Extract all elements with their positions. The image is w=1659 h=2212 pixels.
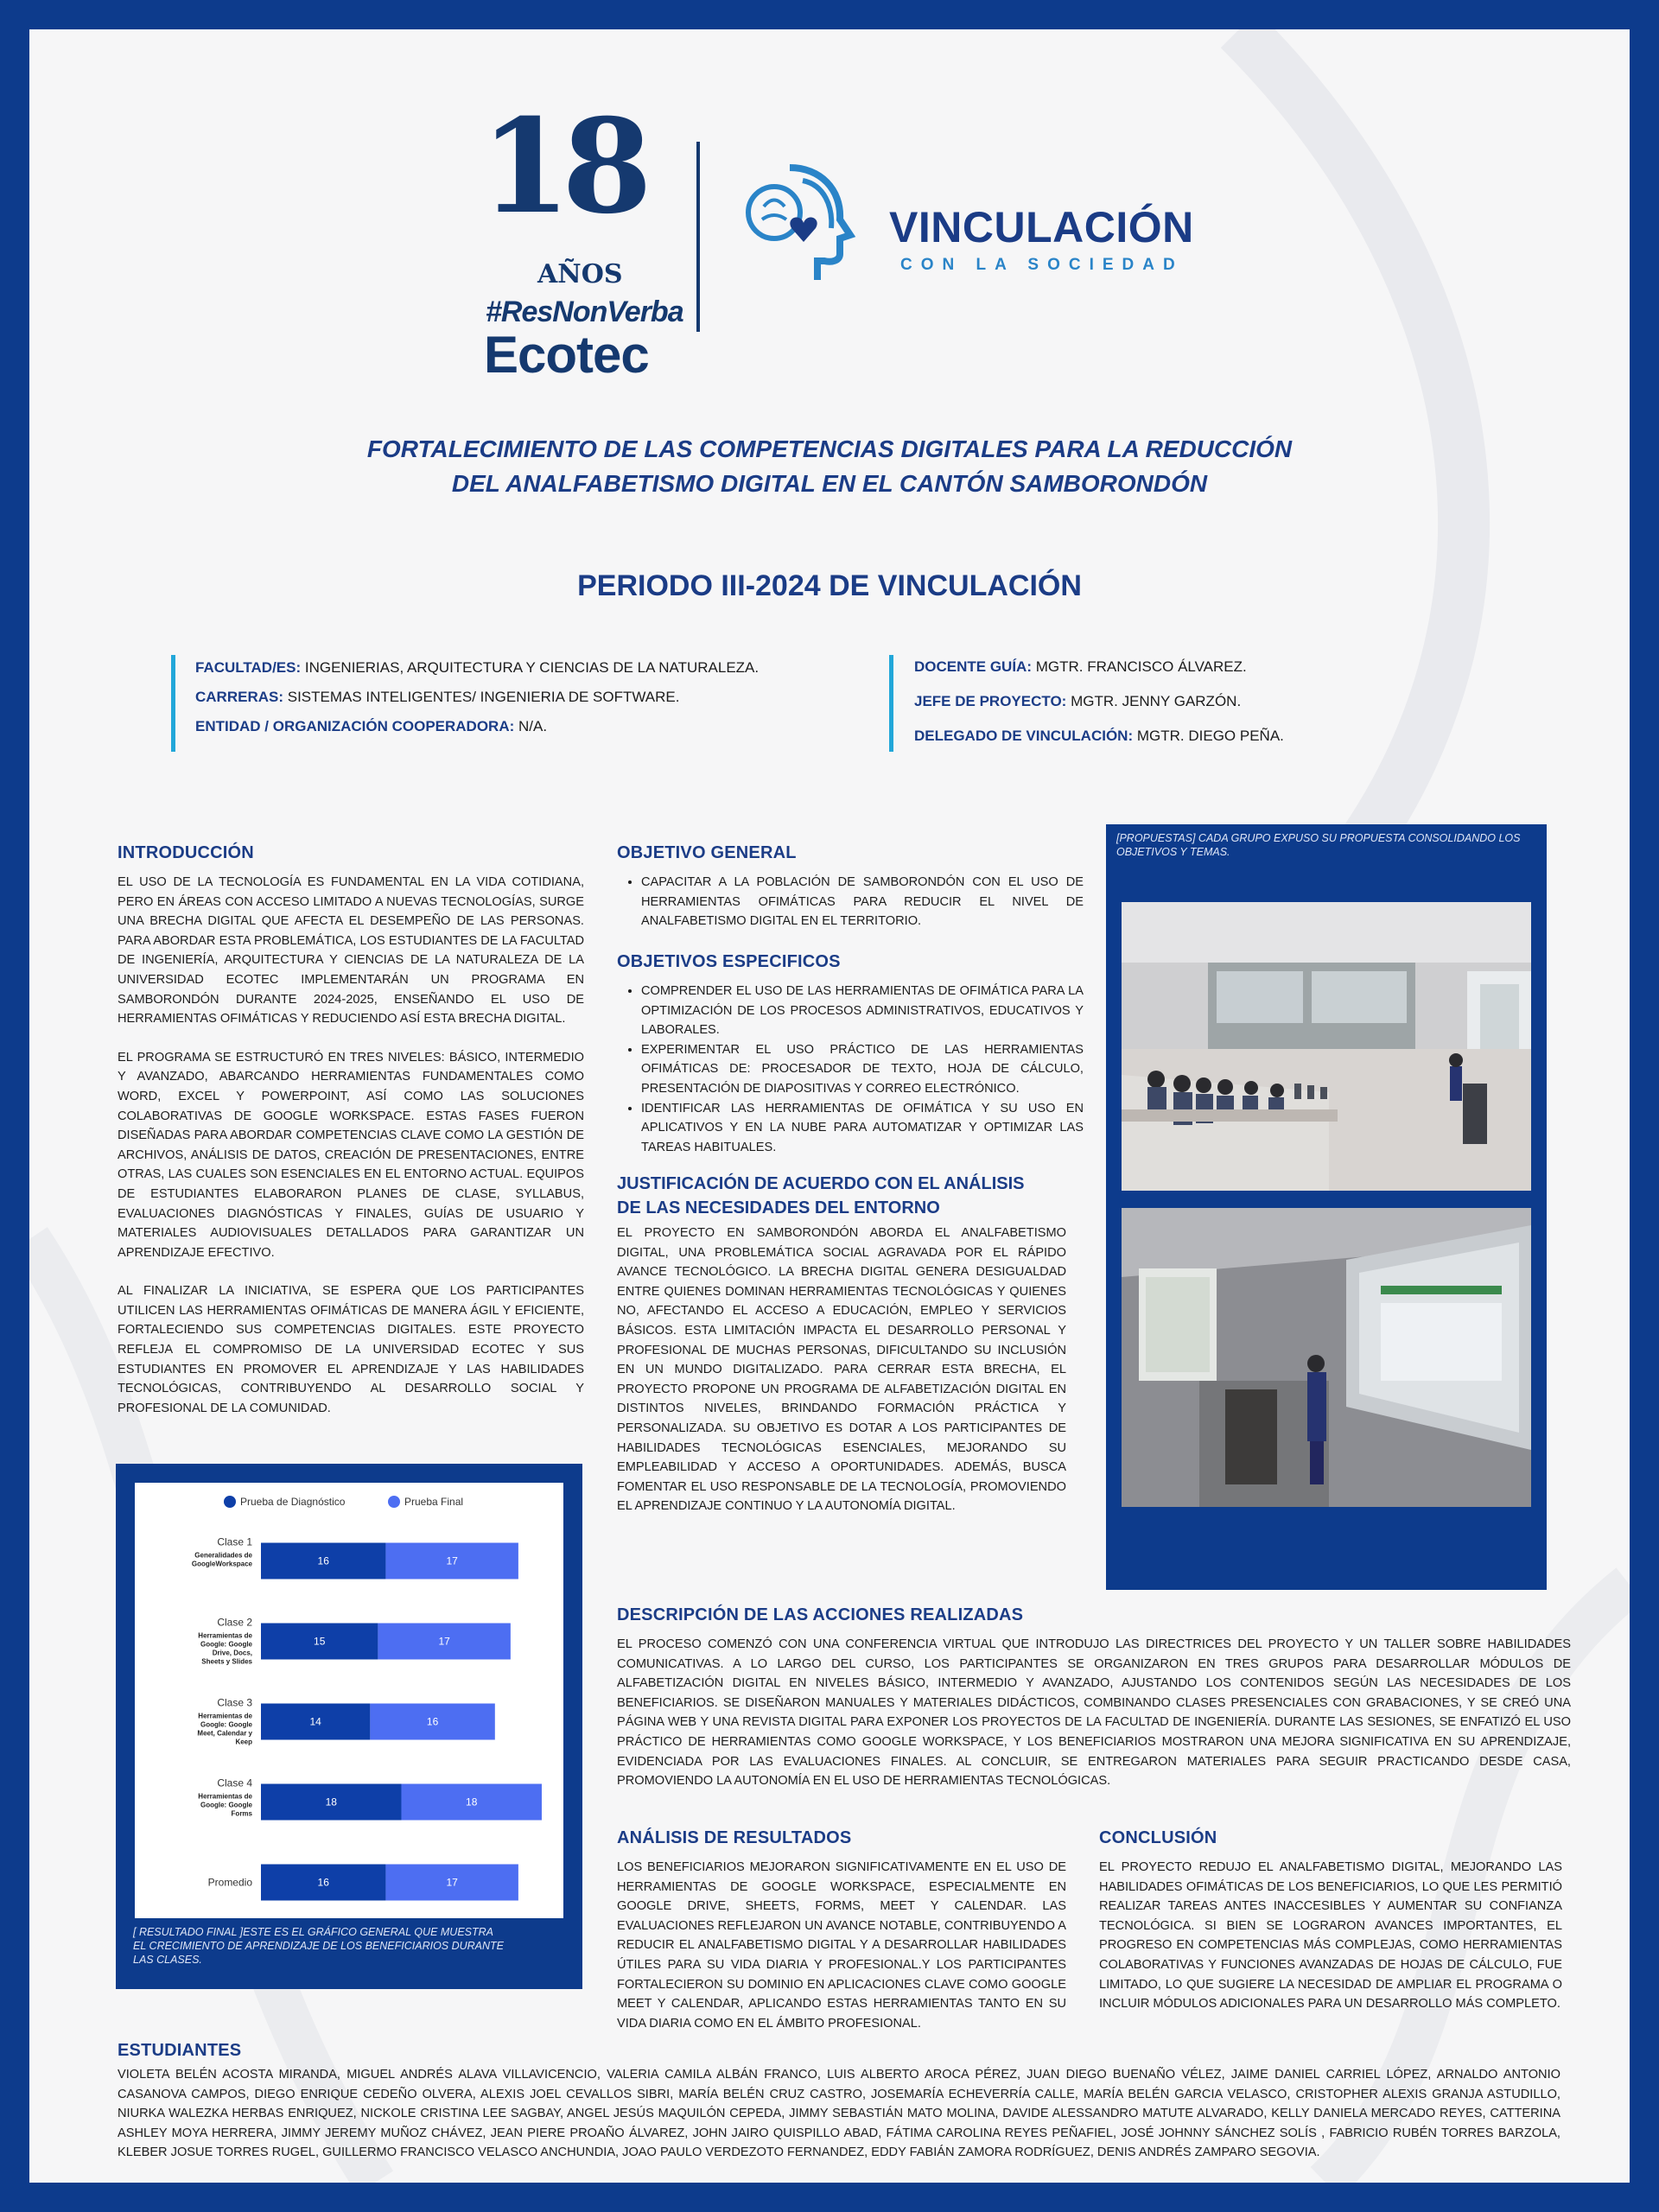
list-item: • IDENTIFICAR LAS HERRAMIENTAS DE OFIMÁTICA Y SU USO EN APLICATIVOS Y EN LA NUBE PARA AUTOMATIZAR Y OPTIMIZAR LAS TAREAS HABITUALES.: [641, 1099, 1084, 1158]
classroom-photo-1: [1122, 902, 1531, 1191]
info-facultad: FACULTAD/ES: INGENIERIAS, ARQUITECTURA Y CIENCIAS DE LA NATURALEZA.: [195, 659, 760, 676]
justificacion-text: EL PROYECTO EN SAMBORONDÓN ABORDA EL ANALFABETISMO DIGITAL, UNA PROBLEMÁTICA SOCIAL AGRAVADA POR EL RÁPIDO AVANCE TECNOLÓGICO. LA BRECHA DIGITAL GENERA DESIGUALDAD ENTRE QUIENES DOMINAN HERRAMIENTAS TECNOLÓGICAS Y QUIENES NO, AFECTANDO EL ACCESO A EDUCACIÓN, EMPLEO Y SERVICIOS BÁSICOS. ESTA LIMITACIÓN IMPACTA EL DESARROLLO PERSONAL Y PROFESIONAL DE MUCHAS PERSONAS, DIFICULTANDO SU INCLUSIÓN EN UN MUNDO DIGITALIZADO. PARA CERRAR ESTA BRECHA, EL PROYECTO PROPONE UN PROGRAMA DE ALFABETIZACIÓN DIGITAL EN DISTINTOS NIVELES, BRINDANDO FORMACIÓN PRÁCTICA Y PERSONALIZADA. SU OBJETIVO ES DOTAR A LOS PARTICIPANTES DE HABILIDADES TECNOLÓGICAS ESENCIALES, MEJORANDO SU EMPLEABILIDAD Y ACCESO A OPORTUNIDADES. ADEMÁS, BUSCA FOMENTAR EL USO RESPONSABLE DE LA TECNOLOGÍA, PROMOVIENDO EL APRENDIZAJE CONTINUO Y LA AUTONOMÍA DIGITAL.: [617, 1226, 1066, 1514]
objetivos-especificos-list: [617, 982, 1084, 1157]
list-item: • COMPRENDER EL USO DE LAS HERRAMIENTAS DE OFIMÁTICA PARA LA OPTIMIZACIÓN DE LOS PROCESOS ADMINISTRATIVOS, EDUCATIVOS Y LABORALES.: [641, 982, 1084, 1040]
intro-paragraph-3: AL FINALIZAR LA INICIATIVA, SE ESPERA QUE LOS PARTICIPANTES UTILICEN LAS HERRAMIENTAS OFIMÁTICAS DE MANERA ÁGIL Y EFICIENTE, FORTALECIENDO SUS COMPETENCIAS DIGITALES. ESTE PROYECTO REFLEJA EL COMPROMISO DE LA UNIVERSIDAD ECOTEC Y SUS ESTUDIANTES EN PROMOVER EL APRENDIZAJE Y LAS HABILIDADES TECNOLÓGICAS, CONTRIBUYENDO AL DESARROLLO SOCIAL Y PROFESIONAL DE LA COMUNIDAD.: [118, 1284, 584, 1415]
category-sublabel: Google: Google: [200, 1640, 252, 1649]
info-docente: DOCENTE GUÍA: MGTR. FRANCISCO ÁLVAREZ.: [914, 658, 1247, 675]
category-sublabel: Meet, Calendar y: [197, 1729, 252, 1738]
header-divider: [696, 142, 700, 332]
category-label: Clase 4: [217, 1777, 252, 1789]
logo-name: Ecotec: [484, 326, 649, 384]
category-sublabel: Sheets y Slides: [201, 1657, 252, 1666]
vinculacion-title: VINCULACIÓN: [889, 203, 1194, 251]
analisis-title: ANÁLISIS DE RESULTADOS: [617, 1828, 852, 1847]
vinculacion-subtitle: CON LA SOCIEDAD: [900, 256, 1184, 274]
poster: [29, 29, 1630, 2183]
logo-hashtag: #ResNonVerba: [486, 296, 683, 328]
photo-panel: [1106, 824, 1547, 1590]
category-sublabel: Drive, Docs,: [212, 1649, 252, 1657]
bar-value-label: 14: [309, 1715, 321, 1728]
project-title-line2: DEL ANALFABETISMO DIGITAL EN EL CANTÓN SAMBORONDÓN: [451, 470, 1208, 497]
info-delegado: DELEGADO DE VINCULACIÓN: MGTR. DIEGO PEÑA.: [914, 728, 1284, 744]
logo-number: 18: [480, 91, 644, 243]
bar-value-label: 18: [325, 1796, 337, 1808]
brain-heart-head-icon: [738, 159, 868, 289]
category-label: Clase 2: [217, 1616, 252, 1629]
info-entidad: ENTIDAD / ORGANIZACIÓN COOPERADORA: N/A.: [195, 718, 548, 734]
objetivo-general-list: [617, 873, 1084, 931]
intro-text: [118, 873, 584, 1437]
justificacion-title: JUSTIFICACIÓN DE ACUERDO CON EL ANÁLISIS DE LAS NECESIDADES DEL ENTORNO: [617, 1174, 1025, 1217]
info-jefe: JEFE DE PROYECTO: MGTR. JENNY GARZÓN.: [914, 693, 1242, 709]
estudiantes-text: VIOLETA BELÉN ACOSTA MIRANDA, MIGUEL ANDRÉS ALAVA VILLAVICENCIO, VALERIA CAMILA ALBÁN FRANCO, LUIS ALBERTO AROCA PÉREZ, JUAN DIEGO BUENAÑO VÉLEZ, JAIME DANIEL CARRIEL LÓPEZ, ARNALDO ANTONIO CASANOVA CAMPOS, DIEGO ENRIQUE CEDEÑO OLVERA, ALEXIS JOEL CEVALLOS SIBRI, MARÍA BELÉN CRUZ CASTRO, JOSEMARÍA ECHEVERRÍA CALLE, MARÍA BELÉN GARCIA VELASCO, CRISTOPHER ALEXIS GRANJA ASTUDILLO, NIURKA WALEZKA HERBAS ENRIQUEZ, NICKOLE CRISTINA LEE SAGBAY, ANGEL JESÚS MAQUILÓN CEPEDA, JIMMY SEBASTIÁN MATO MOLINA, DAVIDE ALESSANDRO MATUTE ALVARADO, KELLY DANIELA MERCADO REYES, CATTERINA ASHLEY MOYA HERRERA, JIMMY JEREMY MUÑOZ CHÁVEZ, JEAN PIERE PROAÑO ÁLVAREZ, JOHN JAIRO QUISPILLO ABAD, FÁTIMA CAROLINA REYES PEÑAFIEL, JOSÉ JOHNNY SÁNCHEZ SOLÍS , FABRICIO RUBÉN TORRES BARZOLA, KLEBER JOSUE TORRES RUGEL, GUILLERMO FRANCISCO VELASCO ANCHUNDIA, JOAO PAULO VERDEZOTO FERNANDEZ, EDDY FABIÁN ZAMORA RODRÍGUEZ, DENIS ANDRÉS ZAMPARO SEGOVIA.: [118, 2068, 1560, 2160]
info-carreras: CARRERAS: SISTEMAS INTELIGENTES/ INGENIERIA DE SOFTWARE.: [195, 689, 680, 705]
category-sublabel: Herramientas de: [198, 1792, 252, 1801]
bar-value-label: 17: [438, 1635, 450, 1648]
period-title: PERIODO III-2024 DE VINCULACIÓN: [577, 569, 1082, 602]
conclusion-text: EL PROYECTO REDUJO EL ANALFABETISMO DIGITAL, MEJORANDO LAS HABILIDADES OFIMÁTICAS DE LOS BENEFICIARIOS, LO QUE LES PERMITIÓ REALIZAR TAREAS ANTES INACCESIBLES Y AUMENTAR SU CONFIANZA TECNOLÓGICA. SI BIEN SE LOGRARON AVANCES IMPORTANTES, EL PROGRESO EN COMPETENCIAS MÁS COMPLEJAS, COMO HERRAMIENTAS COLABORATIVAS Y FUNCIONES AVANZADAS DE HOJAS DE CÁLCULO, FUE LIMITADO, LO QUE SUGIERE LA NECESIDAD DE AMPLIAR EL PROGRAMA O INCLUIR MÓDULOS ADICIONALES PARA UN DESARROLLO MÁS COMPLETO.: [1099, 1860, 1562, 2012]
bar-value-label: 18: [466, 1796, 478, 1808]
intro-paragraph-1: EL USO DE LA TECNOLOGÍA ES FUNDAMENTAL EN LA VIDA COTIDIANA, PERO EN ÁREAS CON ACCESO LIMITADO A NUEVAS TECNOLOGÍAS, SURGE UNA BRECHA DIGITAL QUE AFECTA EL DESEMPEÑO DE LAS PERSONAS. PARA ABORDAR ESTA PROBLEMÁTICA, LOS ESTUDIANTES DE LA FACULTAD DE INGENIERÍA, ARQUITECTURA Y CIENCIAS DE LA NATURALEZA DE LA UNIVERSIDAD ECOTEC IMPLEMENTARÁN UN PROGRAMA EN SAMBORONDÓN DURANTE 2024-2025, ENSEÑANDO EL USO DE HERRAMIENTAS OFIMÁTICAS Y REDUCIENDO ASÍ ESTA BRECHA DIGITAL.: [118, 875, 584, 1027]
legend-label: Prueba de Diagnóstico: [240, 1496, 346, 1508]
category-sublabel: Google: Google: [200, 1720, 252, 1729]
info-right: [914, 650, 1284, 753]
legend-label: Prueba Final: [404, 1496, 464, 1508]
legend-marker: [224, 1496, 236, 1508]
bar-value-label: 15: [314, 1635, 326, 1648]
conclusion-title: CONCLUSIÓN: [1099, 1828, 1217, 1847]
ecotec-logo: [444, 91, 695, 401]
category-sublabel: Keep: [235, 1738, 252, 1746]
category-sublabel: Google: Google: [200, 1801, 252, 1809]
results-chart: [135, 1483, 563, 1918]
objetivo-general-title: OBJETIVO GENERAL: [617, 843, 797, 862]
intro-title: INTRODUCCIÓN: [118, 843, 254, 862]
classroom-photo-2: [1122, 1208, 1531, 1507]
info-right-accent: [889, 655, 893, 752]
legend-marker: [388, 1496, 400, 1508]
intro-paragraph-2: EL PROGRAMA SE ESTRUCTURÓ EN TRES NIVELES: BÁSICO, INTERMEDIO Y AVANZADO, ABARCANDO HERRAMIENTAS FUNDAMENTALES COMO WORD, EXCEL Y POWERPOINT, ASÍ COMO LAS SOLUCIONES COLABORATIVAS DE GOOGLE WORKSPACE. ESTAS FASES FUERON DISEÑADAS PARA ABORDAR COMPETENCIAS CLAVE COMO LA GESTIÓN DE ARCHIVOS, ANÁLISIS DE DATOS, CREACIÓN DE PRESENTACIONES, ENTRE OTRAS, LAS CUALES SON ESENCIALES EN EL ENTORNO ACTUAL. EQUIPOS DE ESTUDIANTES ELABORARON PLANES DE CLASE, SYLLABUS, EVALUACIONES DIAGNÓSTICAS Y FINALES, GUÍAS DE USUARIO Y MATERIALES AUDIOVISUALES DETALLADOS PARA GARANTIZAR UN APRENDIZAJE EFECTIVO.: [118, 1050, 584, 1260]
category-label: Clase 3: [217, 1696, 252, 1709]
project-title-line1: FORTALECIMIENTO DE LAS COMPETENCIAS DIGITALES PARA LA REDUCCIÓN: [366, 435, 1293, 462]
category-sublabel: Herramientas de: [198, 1712, 252, 1720]
info-left: [195, 653, 759, 741]
bar-value-label: 16: [317, 1876, 329, 1889]
logo-years: AÑOS: [537, 259, 623, 289]
project-title: [29, 432, 1630, 501]
info-left-accent: [171, 655, 175, 752]
category-sublabel: GoogleWorkspace: [191, 1560, 252, 1568]
results-chart-svg: [135, 1483, 563, 1918]
objetivos-especificos-title: OBJETIVOS ESPECIFICOS: [617, 952, 841, 971]
descripcion-text: EL PROCESO COMENZÓ CON UNA CONFERENCIA VIRTUAL QUE INTRODUJO LAS DIRECTRICES DEL PROYECTO Y UN TALLER SOBRE HABILIDADES COMUNICATIVAS. A LO LARGO DEL CURSO, LOS PARTICIPANTES SE ORGANIZARON EN TRES GRUPOS PARA DESARROLLAR MÓDULOS DE ALFABETIZACIÓN DIGITAL EN NIVELES BÁSICO, INTERMEDIO Y AVANZADO, AJUSTANDO LOS CONTENIDOS SEGÚN LAS NECESIDADES DE LOS BENEFICIARIOS. SE DISEÑARON MANUALES Y MATERIALES DIDÁCTICOS, COMBINANDO CLASES PRESENCIALES CON GRABACIONES, Y SE CREÓ UNA PÁGINA WEB Y UNA REVISTA DIGITAL PARA EXPONER LOS PROYECTOS DE LA FACULTAD DE INGENIERÍA. DURANTE LAS SESIONES, SE ENFATIZÓ EL USO PRÁCTICO DE HERRAMIENTAS COMO GOOGLE WORKSPACE, Y LOS BENEFICIARIOS MOSTRARON UNA MEJORA SIGNIFICATIVA EN SU APRENDIZAJE, EVIDENCIADA POR LAS EVALUACIONES FINALES. AL CONCLUIR, SE ENTREGARON MATERIALES PARA SEGUIR PRACTICANDO DESDE CASA, PROMOVIENDO LA AUTONOMÍA EN EL USO DE HERRAMIENTAS TECNOLÓGICAS.: [617, 1637, 1571, 1789]
category-sublabel: Forms: [231, 1809, 252, 1818]
category-label: Clase 1: [217, 1535, 252, 1548]
bar-value-label: 17: [446, 1876, 458, 1889]
analisis-text: LOS BENEFICIARIOS MEJORARON SIGNIFICATIVAMENTE EN EL USO DE HERRAMIENTAS DE GOOGLE WORKSPACE, ESPECIALMENTE EN GOOGLE DRIVE, SHEETS, FORMS, MEET Y CALENDAR. LAS EVALUACIONES REFLEJARON UN AVANCE NOTABLE, CONTRIBUYENDO A REDUCIR EL ANALFABETISMO DIGITAL Y A DESARROLLAR HABILIDADES ÚTILES PARA SU VIDA DIARIA Y PROFESIONAL.Y LOS PARTICIPANTES FORTALECIERON SU DOMINIO EN APLICACIONES CLAVE COMO GOOGLE MEET Y CALENDAR, APLICANDO ESTAS HERRAMIENTAS TANTO EN SU VIDA DIARIA COMO EN EL ÁMBITO PROFESIONAL.: [617, 1860, 1066, 2031]
estudiantes-title: ESTUDIANTES: [118, 2041, 242, 2060]
list-item: • EXPERIMENTAR EL USO PRÁCTICO DE LAS HERRAMIENTAS OFIMÁTICAS DE: PROCESADOR DE TEXTO, HOJA DE CÁLCULO, PRESENTACIÓN DE DIAPOSITIVAS Y CORREO ELECTRÓNICO.: [641, 1040, 1084, 1099]
category-sublabel: Generalidades de: [194, 1551, 252, 1560]
bar-value-label: 16: [426, 1715, 439, 1728]
photo-caption: [PROPUESTAS] CADA GRUPO EXPUSO SU PROPUESTA CONSOLIDANDO LOS OBJETIVOS Y TEMAS.: [1116, 832, 1521, 858]
bar-value-label: 16: [317, 1554, 329, 1567]
bar-value-label: 17: [446, 1554, 458, 1567]
descripcion-title: DESCRIPCIÓN DE LAS ACCIONES REALIZADAS: [617, 1605, 1024, 1624]
list-item: • CAPACITAR A LA POBLACIÓN DE SAMBORONDÓN CON EL USO DE HERRAMIENTAS OFIMÁTICAS PARA REDUCIR EL NIVEL DE ANALFABETISMO DIGITAL EN EL TERRITORIO.: [641, 873, 1084, 931]
category-sublabel: Herramientas de: [198, 1631, 252, 1640]
chart-panel: [116, 1464, 582, 1989]
category-label: Promedio: [207, 1876, 252, 1889]
chart-caption: [ RESULTADO FINAL ]ESTE ES EL GRÁFICO GENERAL QUE MUESTRA EL CRECIMIENTO DE APRENDIZAJE DE LOS BENEFICIARIOS DURANTE LAS CLASES.: [133, 1926, 505, 1966]
